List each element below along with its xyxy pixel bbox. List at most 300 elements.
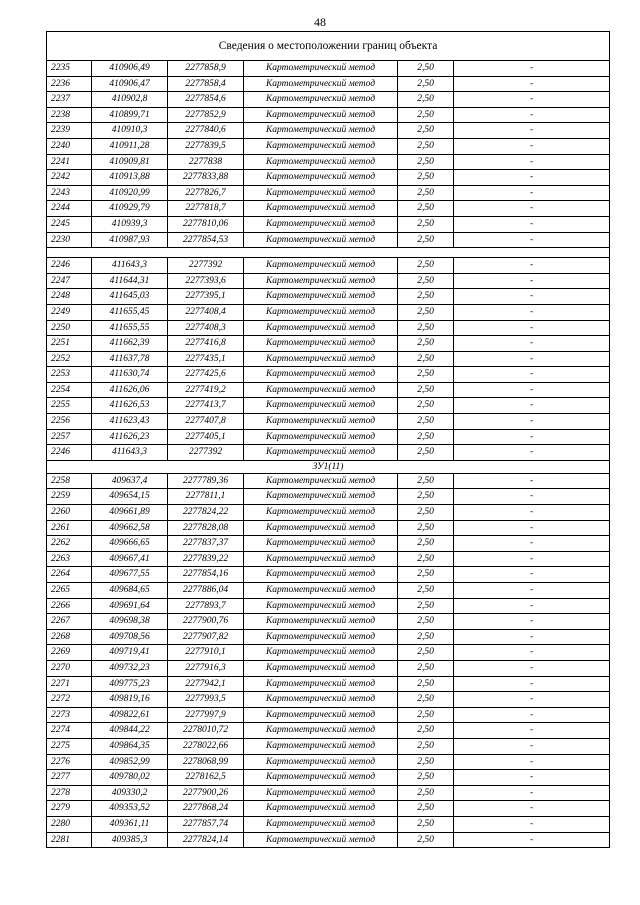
precision-cell: 2,50 — [398, 520, 454, 536]
precision-cell: 2,50 — [398, 738, 454, 754]
table-row — [47, 598, 610, 614]
point-number-cell: 2253 — [47, 367, 92, 383]
description-cell: - — [454, 201, 610, 217]
coord-y-cell: 2277789,36 — [168, 473, 244, 489]
precision-cell: 2,50 — [398, 583, 454, 599]
coord-y-cell: 2277395,1 — [168, 289, 244, 305]
precision-cell: 2,50 — [398, 201, 454, 217]
coord-x-cell: 409353,52 — [92, 801, 168, 817]
coord-y-cell: 2278010,72 — [168, 723, 244, 739]
table-row — [47, 320, 610, 336]
method-cell: Картометрический метод — [244, 232, 398, 248]
coord-y-cell: 2277811,1 — [168, 489, 244, 505]
table-row — [47, 414, 610, 430]
coord-y-cell: 2278068,99 — [168, 754, 244, 770]
precision-cell: 2,50 — [398, 629, 454, 645]
precision-cell: 2,50 — [398, 123, 454, 139]
point-number-cell: 2237 — [47, 92, 92, 108]
precision-cell: 2,50 — [398, 445, 454, 461]
coord-x-cell: 411630,74 — [92, 367, 168, 383]
precision-cell: 2,50 — [398, 304, 454, 320]
point-number-cell: 2243 — [47, 185, 92, 201]
point-number-cell: 2277 — [47, 770, 92, 786]
coord-y-cell: 2277392 — [168, 258, 244, 274]
table-row — [47, 629, 610, 645]
table-row — [47, 61, 610, 77]
description-cell: - — [454, 336, 610, 352]
method-cell: Картометрический метод — [244, 216, 398, 232]
method-cell: Картометрический метод — [244, 201, 398, 217]
coord-y-cell: 2277435,1 — [168, 351, 244, 367]
method-cell: Картометрический метод — [244, 489, 398, 505]
coord-y-cell: 2277393,6 — [168, 273, 244, 289]
coord-x-cell: 411655,45 — [92, 304, 168, 320]
description-cell: - — [454, 138, 610, 154]
method-cell: Картометрический метод — [244, 676, 398, 692]
coord-y-cell: 2277810,06 — [168, 216, 244, 232]
description-cell: - — [454, 785, 610, 801]
coord-y-cell: 2277900,76 — [168, 614, 244, 630]
coord-x-cell: 411623,43 — [92, 414, 168, 430]
table-row — [47, 382, 610, 398]
point-number-cell: 2251 — [47, 336, 92, 352]
method-cell: Картометрический метод — [244, 289, 398, 305]
coord-y-cell: 2277854,6 — [168, 92, 244, 108]
description-cell: - — [454, 304, 610, 320]
coord-y-cell: 2277392 — [168, 445, 244, 461]
description-cell: - — [454, 489, 610, 505]
table-row — [47, 614, 610, 630]
coord-x-cell: 411643,3 — [92, 445, 168, 461]
point-number-cell: 2244 — [47, 201, 92, 217]
coord-x-cell: 411626,53 — [92, 398, 168, 414]
point-number-cell: 2264 — [47, 567, 92, 583]
coord-x-cell: 411662,39 — [92, 336, 168, 352]
point-number-cell: 2250 — [47, 320, 92, 336]
table-row — [47, 107, 610, 123]
point-number-cell: 2252 — [47, 351, 92, 367]
coord-x-cell: 409385,3 — [92, 832, 168, 848]
point-number-cell: 2256 — [47, 414, 92, 430]
method-cell: Картометрический метод — [244, 320, 398, 336]
point-number-cell: 2263 — [47, 551, 92, 567]
table-row — [47, 273, 610, 289]
coord-y-cell: 2277824,14 — [168, 832, 244, 848]
coord-y-cell: 2277839,5 — [168, 138, 244, 154]
method-cell: Картометрический метод — [244, 801, 398, 817]
table-row — [47, 76, 610, 92]
coord-x-cell: 409661,89 — [92, 505, 168, 521]
coord-x-cell: 411643,3 — [92, 258, 168, 274]
description-cell: - — [454, 289, 610, 305]
table-row — [47, 154, 610, 170]
coord-x-cell: 409819,16 — [92, 692, 168, 708]
point-number-cell: 2255 — [47, 398, 92, 414]
coord-y-cell: 2277993,5 — [168, 692, 244, 708]
coord-y-cell: 2277840,6 — [168, 123, 244, 139]
method-cell: Картометрический метод — [244, 707, 398, 723]
description-cell: - — [454, 692, 610, 708]
description-cell: - — [454, 216, 610, 232]
section-label: ЗУ1(11) — [47, 460, 610, 473]
point-number-cell: 2235 — [47, 61, 92, 77]
description-cell: - — [454, 832, 610, 848]
coord-x-cell: 410910,3 — [92, 123, 168, 139]
point-number-cell: 2258 — [47, 473, 92, 489]
precision-cell: 2,50 — [398, 692, 454, 708]
point-number-cell: 2259 — [47, 489, 92, 505]
coord-x-cell: 409691,64 — [92, 598, 168, 614]
point-number-cell: 2236 — [47, 76, 92, 92]
point-number-cell: 2281 — [47, 832, 92, 848]
coord-y-cell: 2277916,3 — [168, 660, 244, 676]
table-row — [47, 692, 610, 708]
precision-cell: 2,50 — [398, 76, 454, 92]
table-row — [47, 770, 610, 786]
precision-cell: 2,50 — [398, 185, 454, 201]
boundary-table-body — [47, 32, 610, 848]
coord-x-cell: 409662,58 — [92, 520, 168, 536]
description-cell: - — [454, 320, 610, 336]
precision-cell: 2,50 — [398, 660, 454, 676]
description-cell: - — [454, 614, 610, 630]
description-cell: - — [454, 816, 610, 832]
description-cell: - — [454, 92, 610, 108]
coord-x-cell: 409637,4 — [92, 473, 168, 489]
table-row — [47, 429, 610, 445]
point-number-cell: 2270 — [47, 660, 92, 676]
coord-x-cell: 409864,35 — [92, 738, 168, 754]
table-row — [47, 551, 610, 567]
point-number-cell: 2241 — [47, 154, 92, 170]
table-row — [47, 170, 610, 186]
point-number-cell: 2262 — [47, 536, 92, 552]
point-number-cell: 2271 — [47, 676, 92, 692]
method-cell: Картометрический метод — [244, 273, 398, 289]
coord-y-cell: 2277868,24 — [168, 801, 244, 817]
method-cell: Картометрический метод — [244, 429, 398, 445]
coord-y-cell: 2277408,3 — [168, 320, 244, 336]
coord-y-cell: 2277416,8 — [168, 336, 244, 352]
method-cell: Картометрический метод — [244, 785, 398, 801]
coord-y-cell: 2277826,7 — [168, 185, 244, 201]
coord-y-cell: 2277886,04 — [168, 583, 244, 599]
precision-cell: 2,50 — [398, 170, 454, 186]
description-cell: - — [454, 258, 610, 274]
coord-x-cell: 411644,31 — [92, 273, 168, 289]
coord-x-cell: 409822,61 — [92, 707, 168, 723]
precision-cell: 2,50 — [398, 61, 454, 77]
table-title: Сведения о местоположении границ объекта — [47, 32, 610, 61]
coord-y-cell: 2277852,9 — [168, 107, 244, 123]
precision-cell: 2,50 — [398, 754, 454, 770]
coord-x-cell: 409852,99 — [92, 754, 168, 770]
method-cell: Картометрический метод — [244, 414, 398, 430]
precision-cell: 2,50 — [398, 770, 454, 786]
table-title-row — [47, 32, 610, 61]
point-number-cell: 2242 — [47, 170, 92, 186]
coord-x-cell: 411645,03 — [92, 289, 168, 305]
coord-y-cell: 2277893,7 — [168, 598, 244, 614]
description-cell: - — [454, 660, 610, 676]
coord-x-cell: 409361,11 — [92, 816, 168, 832]
table-row — [47, 801, 610, 817]
precision-cell: 2,50 — [398, 216, 454, 232]
description-cell: - — [454, 801, 610, 817]
point-number-cell: 2267 — [47, 614, 92, 630]
precision-cell: 2,50 — [398, 614, 454, 630]
method-cell: Картометрический метод — [244, 536, 398, 552]
method-cell: Картометрический метод — [244, 138, 398, 154]
description-cell: - — [454, 551, 610, 567]
method-cell: Картометрический метод — [244, 473, 398, 489]
point-number-cell: 2260 — [47, 505, 92, 521]
description-cell: - — [454, 123, 610, 139]
table-row — [47, 723, 610, 739]
description-cell: - — [454, 629, 610, 645]
point-number-cell: 2265 — [47, 583, 92, 599]
point-number-cell: 2276 — [47, 754, 92, 770]
table-row — [47, 785, 610, 801]
precision-cell: 2,50 — [398, 707, 454, 723]
description-cell: - — [454, 367, 610, 383]
table-row — [47, 676, 610, 692]
precision-cell: 2,50 — [398, 489, 454, 505]
coord-y-cell: 2277407,8 — [168, 414, 244, 430]
description-cell: - — [454, 598, 610, 614]
coord-y-cell: 2277857,74 — [168, 816, 244, 832]
point-number-cell: 2274 — [47, 723, 92, 739]
point-number-cell: 2257 — [47, 429, 92, 445]
point-number-cell: 2240 — [47, 138, 92, 154]
method-cell: Картометрический метод — [244, 754, 398, 770]
coord-y-cell: 2278022,66 — [168, 738, 244, 754]
description-cell: - — [454, 414, 610, 430]
description-cell: - — [454, 351, 610, 367]
table-row — [47, 489, 610, 505]
method-cell: Картометрический метод — [244, 170, 398, 186]
point-number-cell: 2246 — [47, 445, 92, 461]
point-number-cell: 2230 — [47, 232, 92, 248]
point-number-cell: 2245 — [47, 216, 92, 232]
point-number-cell: 2254 — [47, 382, 92, 398]
coord-x-cell: 409684,65 — [92, 583, 168, 599]
method-cell: Картометрический метод — [244, 336, 398, 352]
method-cell: Картометрический метод — [244, 738, 398, 754]
coord-y-cell: 2277997,9 — [168, 707, 244, 723]
precision-cell: 2,50 — [398, 382, 454, 398]
precision-cell: 2,50 — [398, 473, 454, 489]
method-cell: Картометрический метод — [244, 645, 398, 661]
description-cell: - — [454, 185, 610, 201]
coord-x-cell: 409667,41 — [92, 551, 168, 567]
coord-x-cell: 411626,23 — [92, 429, 168, 445]
table-row — [47, 645, 610, 661]
description-cell: - — [454, 154, 610, 170]
table-row — [47, 123, 610, 139]
description-cell: - — [454, 520, 610, 536]
description-cell: - — [454, 61, 610, 77]
point-number-cell: 2273 — [47, 707, 92, 723]
method-cell: Картометрический метод — [244, 660, 398, 676]
table-row — [47, 832, 610, 848]
coord-x-cell: 410906,47 — [92, 76, 168, 92]
table-row — [47, 567, 610, 583]
method-cell: Картометрический метод — [244, 614, 398, 630]
point-number-cell: 2279 — [47, 801, 92, 817]
precision-cell: 2,50 — [398, 398, 454, 414]
precision-cell: 2,50 — [398, 232, 454, 248]
method-cell: Картометрический метод — [244, 258, 398, 274]
description-cell: - — [454, 707, 610, 723]
precision-cell: 2,50 — [398, 801, 454, 817]
coord-x-cell: 410929,79 — [92, 201, 168, 217]
coord-y-cell: 2278162,5 — [168, 770, 244, 786]
coord-x-cell: 409732,23 — [92, 660, 168, 676]
point-number-cell: 2268 — [47, 629, 92, 645]
description-cell: - — [454, 398, 610, 414]
table-row — [47, 185, 610, 201]
coord-x-cell: 409844,22 — [92, 723, 168, 739]
description-cell: - — [454, 382, 610, 398]
coord-y-cell: 2277838 — [168, 154, 244, 170]
table-row — [47, 505, 610, 521]
coord-x-cell: 410939,3 — [92, 216, 168, 232]
method-cell: Картометрический метод — [244, 692, 398, 708]
description-cell: - — [454, 429, 610, 445]
precision-cell: 2,50 — [398, 567, 454, 583]
coord-x-cell: 409780,02 — [92, 770, 168, 786]
method-cell: Картометрический метод — [244, 185, 398, 201]
description-cell: - — [454, 107, 610, 123]
description-cell: - — [454, 676, 610, 692]
method-cell: Картометрический метод — [244, 723, 398, 739]
table-row — [47, 138, 610, 154]
table-row — [47, 473, 610, 489]
method-cell: Картометрический метод — [244, 382, 398, 398]
coord-x-cell: 410909,81 — [92, 154, 168, 170]
coord-x-cell: 410920,99 — [92, 185, 168, 201]
method-cell: Картометрический метод — [244, 92, 398, 108]
method-cell: Картометрический метод — [244, 445, 398, 461]
table-row — [47, 351, 610, 367]
coord-y-cell: 2277910,1 — [168, 645, 244, 661]
point-number-cell: 2246 — [47, 258, 92, 274]
method-cell: Картометрический метод — [244, 123, 398, 139]
description-cell: - — [454, 536, 610, 552]
table-row — [47, 201, 610, 217]
precision-cell: 2,50 — [398, 289, 454, 305]
coord-x-cell: 409719,41 — [92, 645, 168, 661]
method-cell: Картометрический метод — [244, 61, 398, 77]
table-row — [47, 232, 610, 248]
coord-y-cell: 2277824,22 — [168, 505, 244, 521]
method-cell: Картометрический метод — [244, 598, 398, 614]
description-cell: - — [454, 445, 610, 461]
table-row — [47, 520, 610, 536]
coord-y-cell: 2277942,1 — [168, 676, 244, 692]
precision-cell: 2,50 — [398, 336, 454, 352]
coord-x-cell: 410913,88 — [92, 170, 168, 186]
coord-x-cell: 410987,93 — [92, 232, 168, 248]
description-cell: - — [454, 770, 610, 786]
precision-cell: 2,50 — [398, 351, 454, 367]
coord-y-cell: 2277854,53 — [168, 232, 244, 248]
precision-cell: 2,50 — [398, 138, 454, 154]
point-number-cell: 2247 — [47, 273, 92, 289]
point-number-cell: 2275 — [47, 738, 92, 754]
method-cell: Картометрический метод — [244, 398, 398, 414]
method-cell: Картометрический метод — [244, 567, 398, 583]
table-row — [47, 336, 610, 352]
coord-y-cell: 2277900,26 — [168, 785, 244, 801]
precision-cell: 2,50 — [398, 723, 454, 739]
precision-cell: 2,50 — [398, 367, 454, 383]
coord-x-cell: 411637,78 — [92, 351, 168, 367]
precision-cell: 2,50 — [398, 273, 454, 289]
table-row — [47, 258, 610, 274]
coord-x-cell: 409775,23 — [92, 676, 168, 692]
coord-x-cell: 410911,28 — [92, 138, 168, 154]
precision-cell: 2,50 — [398, 816, 454, 832]
coord-y-cell: 2277413,7 — [168, 398, 244, 414]
description-cell: - — [454, 645, 610, 661]
coord-x-cell: 410899,71 — [92, 107, 168, 123]
precision-cell: 2,50 — [398, 154, 454, 170]
table-row — [47, 738, 610, 754]
coord-x-cell: 409677,55 — [92, 567, 168, 583]
coord-y-cell: 2277858,4 — [168, 76, 244, 92]
point-number-cell: 2280 — [47, 816, 92, 832]
coord-y-cell: 2277858,9 — [168, 61, 244, 77]
precision-cell: 2,50 — [398, 258, 454, 274]
precision-cell: 2,50 — [398, 551, 454, 567]
table-row — [47, 289, 610, 305]
description-cell: - — [454, 738, 610, 754]
precision-cell: 2,50 — [398, 645, 454, 661]
table-row — [47, 707, 610, 723]
coord-x-cell: 411626,06 — [92, 382, 168, 398]
coord-y-cell: 2277419,2 — [168, 382, 244, 398]
method-cell: Картометрический метод — [244, 629, 398, 645]
point-number-cell: 2248 — [47, 289, 92, 305]
coord-y-cell: 2277818,7 — [168, 201, 244, 217]
table-row — [47, 445, 610, 461]
method-cell: Картометрический метод — [244, 505, 398, 521]
page-number: 48 — [314, 15, 326, 29]
coord-x-cell: 409330,2 — [92, 785, 168, 801]
coord-x-cell: 409654,15 — [92, 489, 168, 505]
description-cell: - — [454, 723, 610, 739]
precision-cell: 2,50 — [398, 832, 454, 848]
coord-y-cell: 2277907,82 — [168, 629, 244, 645]
precision-cell: 2,50 — [398, 429, 454, 445]
precision-cell: 2,50 — [398, 320, 454, 336]
method-cell: Картометрический метод — [244, 351, 398, 367]
method-cell: Картометрический метод — [244, 520, 398, 536]
description-cell: - — [454, 76, 610, 92]
coord-y-cell: 2277408,4 — [168, 304, 244, 320]
section-header-row — [47, 460, 610, 473]
coord-x-cell: 410906,49 — [92, 61, 168, 77]
point-number-cell: 2261 — [47, 520, 92, 536]
precision-cell: 2,50 — [398, 676, 454, 692]
point-number-cell: 2278 — [47, 785, 92, 801]
precision-cell: 2,50 — [398, 107, 454, 123]
table-row — [47, 216, 610, 232]
table-row — [47, 536, 610, 552]
boundary-sheet — [46, 31, 609, 848]
